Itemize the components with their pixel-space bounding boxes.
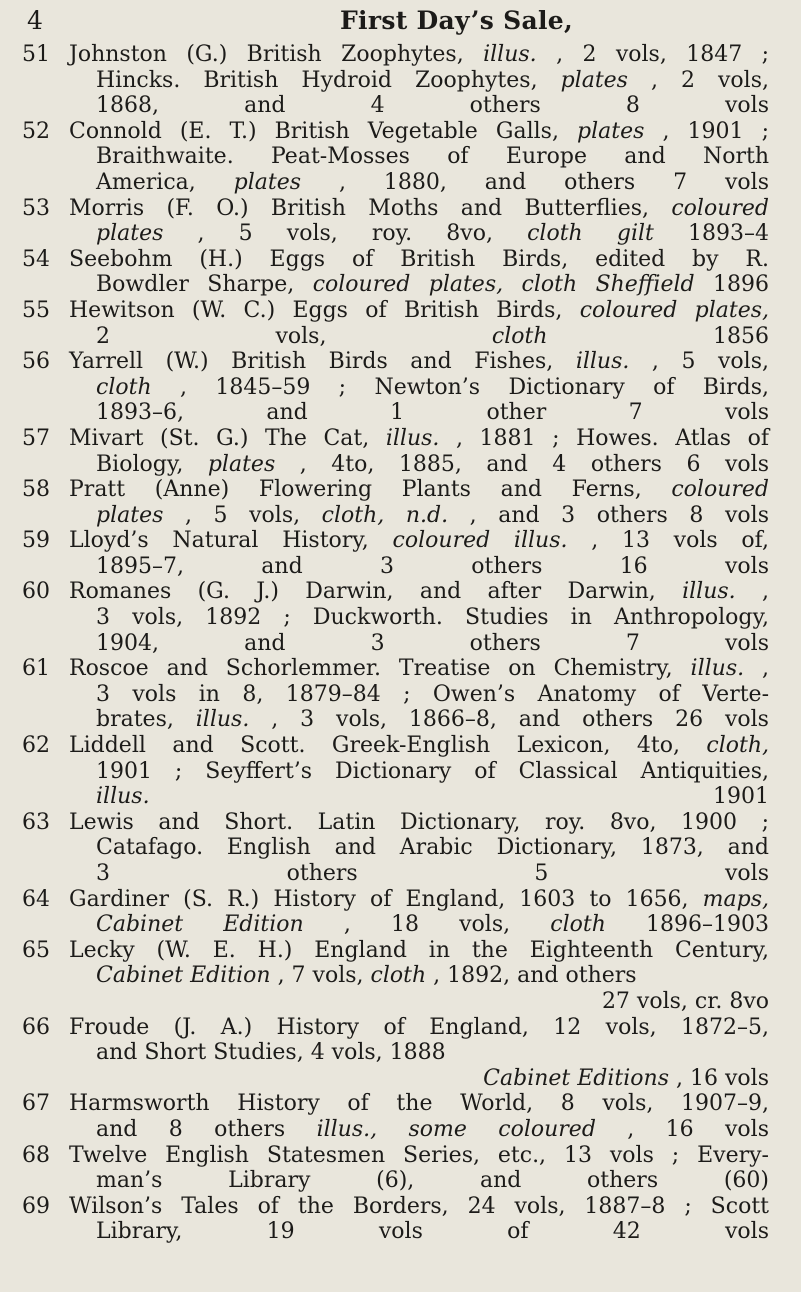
lot-line bbox=[69, 93, 769, 119]
text: , bbox=[761, 579, 769, 605]
lot-line bbox=[69, 528, 769, 554]
lot-description bbox=[69, 1091, 769, 1142]
lot-description bbox=[69, 247, 769, 298]
text: 1856 bbox=[713, 323, 769, 349]
lot-description bbox=[69, 810, 769, 887]
text: 6 vols bbox=[686, 451, 769, 477]
text: and Short Studies, 4 vols, 1888 bbox=[96, 1040, 446, 1066]
italic-text: cloth bbox=[491, 323, 548, 349]
text: , 1880, and others bbox=[338, 169, 636, 195]
text: 42 vols bbox=[612, 1219, 769, 1245]
text: Wilson’s Tales of the Borders, 24 vols, 1887–8 ; Scott bbox=[69, 1193, 769, 1219]
lot-line bbox=[69, 835, 769, 861]
italic-text: cloth bbox=[96, 374, 152, 400]
lot-line bbox=[69, 733, 769, 759]
lot-line bbox=[69, 1219, 769, 1245]
lot-entry bbox=[0, 426, 801, 477]
text: Mivart (St. G.) The Cat, bbox=[69, 425, 386, 451]
italic-text: cloth bbox=[550, 912, 606, 938]
italic-text: illus. bbox=[575, 349, 630, 375]
italic-text: illus. bbox=[682, 579, 736, 605]
italic-text: illus., some coloured bbox=[316, 1116, 596, 1142]
text: 1896 bbox=[713, 272, 770, 298]
lot-entry bbox=[0, 196, 801, 247]
lot-entry bbox=[0, 1015, 801, 1092]
lot-line bbox=[69, 989, 769, 1015]
lot-line bbox=[69, 784, 769, 810]
lot-description bbox=[69, 656, 769, 733]
lot-number: 62 bbox=[22, 733, 50, 759]
italic-text: cloth bbox=[370, 963, 427, 989]
lot-description bbox=[69, 1143, 769, 1194]
text: , 5 vols, bbox=[184, 502, 322, 528]
lot-entry bbox=[0, 528, 801, 579]
text: Lecky (W. E. H.) England in the Eighteenth Century, bbox=[69, 937, 769, 963]
lot-entry bbox=[0, 477, 801, 528]
lot-line bbox=[69, 554, 769, 580]
lot-line bbox=[69, 42, 769, 68]
lot-description bbox=[69, 349, 769, 426]
lot-line bbox=[69, 170, 769, 196]
text: 1904, and 3 others bbox=[96, 630, 541, 656]
text: Lloyd’s Natural History, bbox=[69, 528, 393, 554]
lot-line bbox=[69, 503, 769, 529]
text: 27 vols, cr. 8vo bbox=[601, 988, 769, 1014]
lot-line bbox=[69, 247, 769, 273]
text: 1893–4 bbox=[688, 221, 769, 247]
text: 7 vols bbox=[628, 400, 769, 426]
lot-list bbox=[0, 42, 801, 1245]
text: 1901 ; Seyffert’s Dictionary of Classical Antiquities, bbox=[96, 758, 769, 784]
text: 26 vols bbox=[675, 707, 769, 733]
text: Hewitson (W. C.) Eggs of British Birds, bbox=[69, 297, 580, 323]
text: Froude (J. A.) History of England, 12 vols, 1872–5, bbox=[69, 1014, 769, 1040]
italic-text: coloured bbox=[671, 477, 769, 503]
lot-line bbox=[69, 1143, 769, 1169]
text: Roscoe and Schorlemmer. Treatise on Chemistry, bbox=[69, 656, 691, 682]
lot-entry bbox=[0, 887, 801, 938]
text: , 1881 ; Howes. Atlas of bbox=[455, 425, 769, 451]
lot-line bbox=[69, 579, 769, 605]
text: Yarrell (W.) British Birds and Fishes, bbox=[69, 349, 576, 375]
lot-line bbox=[69, 759, 769, 785]
lot-line bbox=[69, 400, 769, 426]
text: (60) bbox=[723, 1168, 769, 1194]
lot-number: 52 bbox=[22, 118, 50, 144]
text: 1896–1903 bbox=[646, 912, 769, 938]
text: 16 vols bbox=[619, 553, 769, 579]
text: , 5 vols, roy. 8vo, bbox=[197, 221, 528, 247]
text: , and 3 others bbox=[469, 502, 668, 528]
lot-line bbox=[69, 1040, 769, 1066]
lot-line bbox=[69, 887, 769, 913]
text: Library, 19 vols of bbox=[96, 1219, 529, 1245]
text: 1893–6, and 1 other bbox=[96, 400, 547, 426]
lot-number: 63 bbox=[22, 809, 50, 835]
italic-text: plates bbox=[96, 502, 164, 528]
text: Hincks. British Hydroid Zoophytes, bbox=[96, 67, 561, 93]
lot-line bbox=[69, 221, 769, 247]
lot-number: 54 bbox=[22, 246, 50, 272]
lot-description bbox=[69, 528, 769, 579]
text: Liddell and Scott. Greek-English Lexicon, 4to, bbox=[69, 733, 707, 759]
lot-number: 60 bbox=[22, 579, 50, 605]
lot-entry bbox=[0, 1143, 801, 1194]
text: Romanes (G. J.) Darwin, and after Darwin, bbox=[69, 579, 683, 605]
lot-line bbox=[69, 963, 769, 989]
text: , 16 vols bbox=[627, 1116, 770, 1142]
italic-text: coloured plates, bbox=[579, 297, 769, 323]
italic-text: plates bbox=[96, 221, 164, 247]
lot-description bbox=[69, 477, 769, 528]
text: , 4to, 1885, and 4 others bbox=[299, 451, 662, 477]
text: 5 vols bbox=[534, 861, 769, 886]
text: , 2 vols, bbox=[650, 67, 769, 93]
italic-text: Cabinet Edition bbox=[96, 963, 271, 989]
text: 7 vols bbox=[673, 169, 769, 195]
lot-line bbox=[69, 324, 769, 350]
italic-text: Cabinet Edition bbox=[96, 912, 304, 938]
lot-number: 55 bbox=[22, 297, 50, 323]
text: 3 vols in 8, 1879–84 ; Owen’s Anatomy of Verte- bbox=[96, 681, 769, 707]
lot-entry bbox=[0, 579, 801, 656]
text: , 13 vols of, bbox=[591, 528, 769, 554]
lot-line bbox=[69, 631, 769, 657]
text: brates, bbox=[96, 707, 196, 733]
text: Morris (F. O.) British Moths and Butterflies, bbox=[69, 195, 672, 221]
lot-line bbox=[69, 375, 769, 401]
lot-line bbox=[69, 938, 769, 964]
text: 3 vols, 1892 ; Duckworth. Studies in Anthropology, bbox=[96, 605, 769, 631]
text: , 16 vols bbox=[676, 1065, 769, 1091]
italic-text: cloth, n.d. bbox=[321, 502, 449, 528]
lot-number: 66 bbox=[22, 1014, 50, 1040]
italic-text: illus. bbox=[385, 425, 440, 451]
text: 1895–7, and 3 others bbox=[96, 553, 543, 579]
lot-line bbox=[69, 477, 769, 503]
lot-line bbox=[69, 196, 769, 222]
text: 8 vols bbox=[689, 502, 769, 528]
lot-number: 51 bbox=[22, 42, 50, 67]
lot-description bbox=[69, 1194, 769, 1245]
text: , 18 vols, bbox=[343, 912, 551, 938]
lot-entry bbox=[0, 119, 801, 196]
lot-line bbox=[69, 144, 769, 170]
lot-entry bbox=[0, 656, 801, 733]
lot-entry bbox=[0, 1194, 801, 1245]
lot-description bbox=[69, 733, 769, 810]
text: Seebohm (H.) Eggs of British Birds, edited by R. bbox=[69, 246, 769, 272]
lot-line bbox=[69, 1091, 769, 1117]
lot-entry bbox=[0, 42, 801, 119]
text: , bbox=[762, 656, 769, 682]
lot-line bbox=[69, 861, 769, 887]
italic-text: illus. bbox=[483, 42, 537, 67]
text: , 5 vols, bbox=[651, 349, 769, 375]
italic-text: Sheffield bbox=[595, 272, 695, 298]
lot-entry bbox=[0, 733, 801, 810]
lot-number: 56 bbox=[22, 349, 50, 375]
italic-text: maps, bbox=[702, 886, 769, 912]
lot-line bbox=[69, 1015, 769, 1041]
text: , 1845–59 ; Newton’s Dictionary of Birds, bbox=[179, 374, 769, 400]
italic-text: illus. bbox=[195, 707, 250, 733]
lot-entry bbox=[0, 298, 801, 349]
lot-description bbox=[69, 579, 769, 656]
italic-text: plates bbox=[207, 451, 276, 477]
lot-entry bbox=[0, 247, 801, 298]
lot-number: 67 bbox=[22, 1091, 50, 1117]
lot-line bbox=[69, 810, 769, 836]
lot-line bbox=[69, 272, 769, 298]
lot-description bbox=[69, 426, 769, 477]
text: 8 vols bbox=[625, 93, 769, 119]
italic-text: plates bbox=[560, 67, 628, 93]
lot-number: 69 bbox=[22, 1193, 50, 1219]
lot-description bbox=[69, 938, 769, 1015]
text: Johnston (G.) British Zoophytes, bbox=[69, 42, 484, 67]
running-title: First Day’s Sale, bbox=[340, 6, 574, 35]
lot-line bbox=[69, 912, 769, 938]
text: 3 others bbox=[96, 861, 358, 886]
lot-line bbox=[69, 1194, 769, 1220]
text: , 2 vols, 1847 ; bbox=[556, 42, 769, 67]
text: Lewis and Short. Latin Dictionary, roy. 8vo, 1900 ; bbox=[69, 809, 769, 835]
lot-line bbox=[69, 68, 769, 94]
lot-line bbox=[69, 119, 769, 145]
lot-number: 57 bbox=[22, 425, 50, 451]
text: man’s Library (6), and others bbox=[96, 1168, 659, 1194]
lot-line bbox=[69, 682, 769, 708]
lot-description bbox=[69, 119, 769, 196]
text: Harmsworth History of the World, 8 vols, 1907–9, bbox=[69, 1091, 769, 1117]
lot-entry bbox=[0, 1091, 801, 1142]
lot-line bbox=[69, 1117, 769, 1143]
italic-text: coloured bbox=[671, 195, 769, 221]
lot-line bbox=[69, 605, 769, 631]
lot-entry bbox=[0, 810, 801, 887]
lot-line bbox=[69, 1168, 769, 1194]
text: 1901 bbox=[713, 784, 769, 810]
text: , 3 vols, 1866–8, and others bbox=[271, 707, 654, 733]
text: Twelve English Statesmen Series, etc., 13 vols ; Every- bbox=[69, 1142, 769, 1168]
italic-text: cloth gilt bbox=[527, 221, 654, 247]
lot-entry bbox=[0, 349, 801, 426]
lot-line bbox=[69, 1066, 769, 1092]
italic-text: plates bbox=[577, 118, 645, 144]
text: Pratt (Anne) Flowering Plants and Ferns, bbox=[69, 477, 672, 503]
italic-text: coloured illus. bbox=[392, 528, 568, 554]
text: and 8 others bbox=[96, 1116, 286, 1142]
italic-text: cloth, bbox=[706, 733, 769, 759]
lot-number: 65 bbox=[22, 937, 50, 963]
lot-line bbox=[69, 349, 769, 375]
lot-number: 58 bbox=[22, 477, 50, 503]
text: Connold (E. T.) British Vegetable Galls, bbox=[69, 118, 577, 144]
text: Gardiner (S. R.) History of England, 1603 to 1656, bbox=[69, 886, 703, 912]
lot-line bbox=[69, 426, 769, 452]
lot-description bbox=[69, 196, 769, 247]
lot-number: 61 bbox=[22, 656, 50, 682]
lot-line bbox=[69, 452, 769, 478]
text: 2 vols, bbox=[96, 323, 492, 349]
text: Biology, bbox=[96, 451, 208, 477]
text: 7 vols bbox=[625, 630, 769, 656]
text: 1868, and 4 others bbox=[96, 93, 541, 119]
lot-number: 64 bbox=[22, 886, 50, 912]
text: , 1901 ; bbox=[662, 118, 769, 144]
lot-line bbox=[69, 656, 769, 682]
italic-text: Cabinet Editions bbox=[483, 1065, 670, 1091]
lot-description bbox=[69, 298, 769, 349]
lot-entry bbox=[0, 938, 801, 1015]
lot-description bbox=[69, 1015, 769, 1092]
lot-line bbox=[69, 298, 769, 324]
lot-line bbox=[69, 707, 769, 733]
text: , 1892, and others bbox=[433, 963, 637, 989]
lot-number: 59 bbox=[22, 528, 50, 554]
text: , 7 vols, bbox=[277, 963, 371, 989]
text: Catafago. English and Arabic Dictionary, 1873, and bbox=[96, 835, 769, 861]
text: America, bbox=[96, 169, 234, 195]
lot-number: 53 bbox=[22, 195, 50, 221]
lot-description bbox=[69, 887, 769, 938]
lot-description bbox=[69, 42, 769, 119]
italic-text: coloured plates, cloth bbox=[312, 272, 578, 298]
text: Bowdler Sharpe, bbox=[96, 272, 313, 298]
page-number: 4 bbox=[27, 6, 43, 35]
page-header bbox=[0, 6, 801, 46]
italic-text: illus. bbox=[690, 656, 745, 682]
lot-number: 68 bbox=[22, 1142, 50, 1168]
italic-text: illus. bbox=[96, 784, 150, 810]
text: Braithwaite. Peat-Mosses of Europe and North bbox=[96, 144, 769, 170]
italic-text: plates bbox=[233, 169, 302, 195]
